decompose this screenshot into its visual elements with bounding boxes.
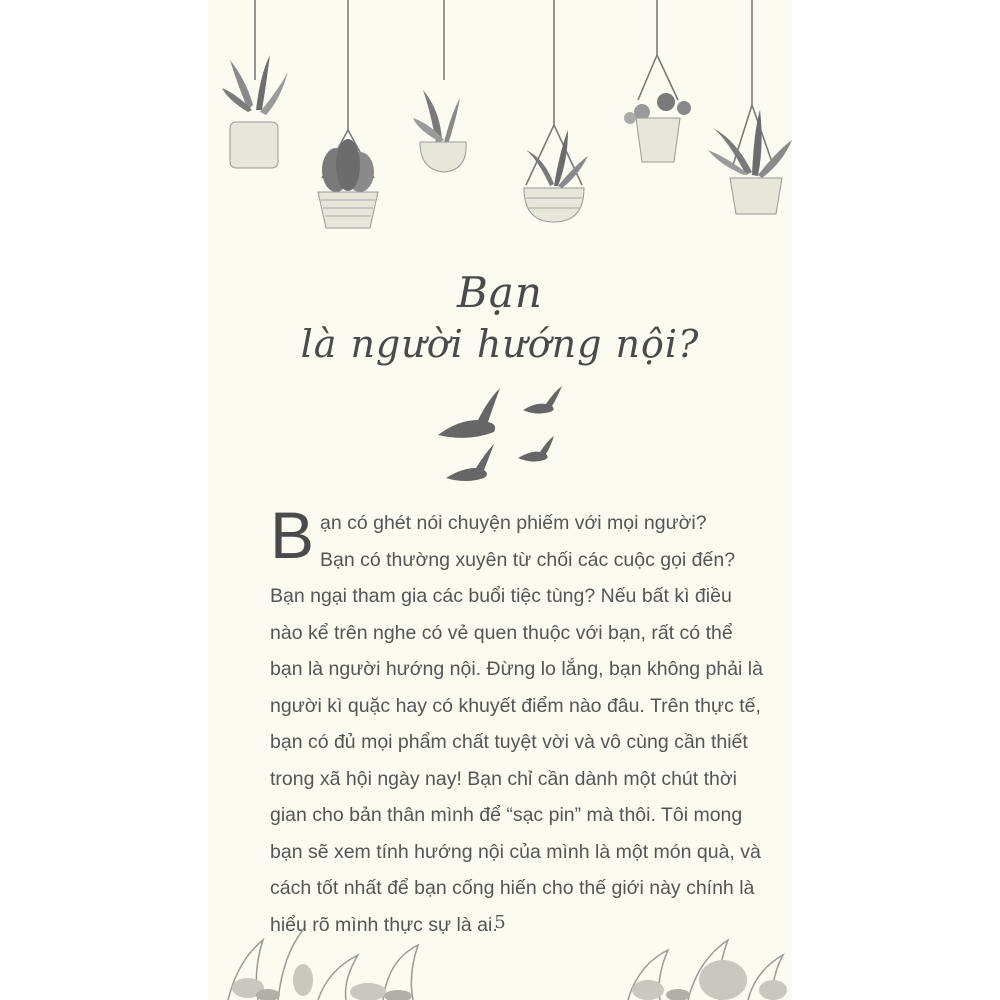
body-line: bạn là người hướng nội. Đừng lo lắng, bạn không phải là: [270, 658, 763, 680]
body-line: cách tốt nhất để bạn cống hiến cho thế giới này chính là: [270, 877, 755, 899]
body-line: ạn có ghét nói chuyện phiếm với mọi người?: [320, 512, 707, 534]
body-line: trong xã hội ngày nay! Bạn chỉ cần dành một chút thời: [270, 767, 737, 790]
book-page: [208, 0, 792, 1000]
body-line: bạn có đủ mọi phẩm chất tuyệt vời và vô cùng cần thiết: [270, 731, 748, 753]
chapter-title-line-1: Bạn: [457, 268, 543, 317]
body-line: hiểu rõ mình thực sự là ai.: [270, 913, 498, 936]
bird-icon: [438, 386, 562, 481]
chapter-title-line-2: là người hướng nội?: [300, 322, 700, 366]
body-text: [270, 505, 763, 943]
body-line: bạn sẽ xem tính hướng nội của mình là một món quà, và: [270, 840, 761, 863]
body-line: Bạn có thường xuyên từ chối các cuộc gọi đến?: [320, 548, 736, 571]
body-line: người kì quặc hay có khuyết điểm nào đâu. Trên thực tế,: [270, 694, 761, 717]
body-line: Bạn ngại tham gia các buổi tiệc tùng? Nếu bất kì điều: [270, 585, 732, 607]
plant-pot-6: [708, 110, 792, 214]
plant-pot-5: [624, 93, 691, 162]
drop-cap-letter: B: [270, 498, 315, 572]
plant-pot-3: [413, 90, 466, 172]
page-number: 5: [494, 912, 506, 933]
body-line: nào kể trên nghe có vẻ quen thuộc với bạn, rất có thể: [270, 621, 733, 644]
flying-birds-illustration: [428, 380, 568, 490]
hanging-plants-illustration: [208, 0, 792, 250]
plant-pot-2: [318, 139, 378, 228]
body-line: gian cho bản thân mình để “sạc pin” mà thôi. Tôi mong: [270, 804, 743, 826]
foliage-border-illustration: [208, 900, 792, 1000]
